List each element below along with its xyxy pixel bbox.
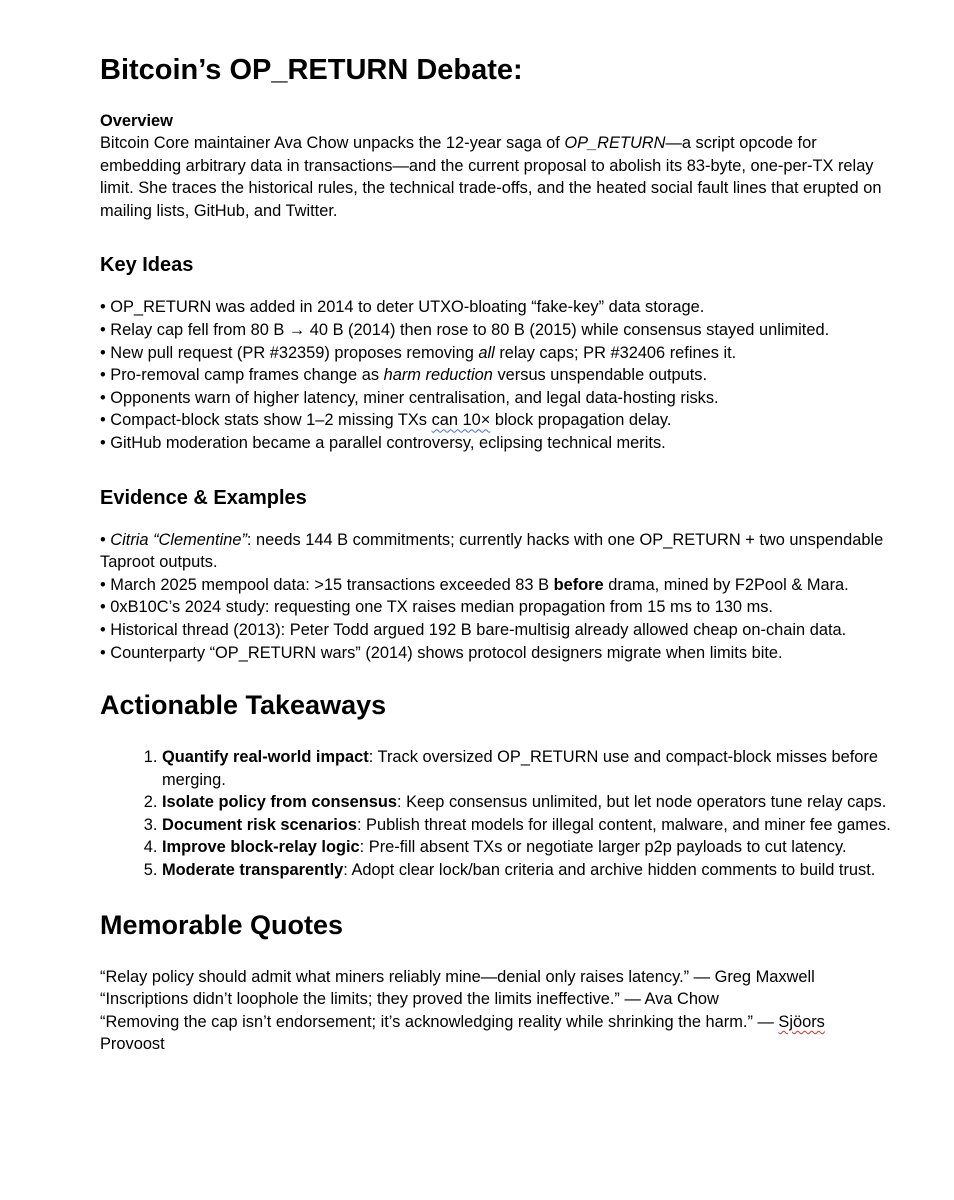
takeaway-bold: Improve block-relay logic — [162, 838, 360, 857]
evidence-bold: before — [553, 575, 604, 594]
evidence-text: : needs 144 B commitments; currently hacks with one OP_RETURN + two unspendable Taproot outputs. — [100, 530, 884, 572]
quote-item: “Inscriptions didn’t loophole the limits; they proved the limits ineffective.” — Ava Chow — [100, 990, 719, 1009]
overview-text-2: —a script opcode for embedding arbitrary data in transactions—and the current proposal to abolish its 83-byte, one-per-TX relay limit. She traces the historical rules, the technical trade-offs, and the heated social fault lines that erupted on mailing lists, GitHub, and Twitter. — [100, 134, 882, 220]
key-idea-emphasis: all — [478, 343, 495, 362]
overview-paragraph — [100, 132, 894, 222]
takeaway-item — [162, 814, 894, 837]
takeaway-bold: Isolate policy from consensus — [162, 793, 397, 812]
key-idea-text: • Compact-block stats show 1–2 missing TXs — [100, 411, 432, 430]
takeaway-item — [162, 859, 894, 882]
takeaway-text: : Track oversized OP_RETURN use and compact-block misses before merging. — [162, 748, 878, 789]
quote-text: “Removing the cap isn’t endorsement; it’s acknowledging reality while shrinking the harm.” — — [100, 1012, 779, 1031]
grammar-suggestion-underline[interactable]: can 10× — [431, 411, 491, 430]
quotes-section — [100, 908, 894, 1056]
evidence-item — [100, 574, 894, 597]
key-idea-item: • GitHub moderation became a parallel controversy, eclipsing technical merits. — [100, 433, 666, 452]
takeaway-text: : Pre-fill absent TXs or negotiate larger p2p payloads to cut latency. — [359, 838, 847, 857]
takeaway-bold: Moderate transparently — [162, 861, 344, 880]
key-ideas-heading: Key Ideas — [100, 254, 194, 277]
key-idea-text: relay caps; PR #32406 refines it. — [494, 343, 737, 362]
takeaway-item — [162, 836, 894, 859]
takeaway-item — [162, 791, 894, 814]
takeaways-list — [100, 746, 894, 882]
takeaways-section — [100, 688, 894, 882]
spelling-error-underline[interactable]: Sjöors — [778, 1012, 825, 1031]
evidence-item: • 0xB10C’s 2024 study: requesting one TX raises median propagation from 15 ms to 130 ms. — [100, 598, 773, 617]
evidence-text: • March 2025 mempool data: >15 transactions exceeded 83 B — [100, 575, 554, 594]
takeaway-text: : Keep consensus unlimited, but let node operators tune relay caps. — [397, 793, 887, 812]
quote-text: Provoost — [100, 1035, 165, 1054]
quotes-heading: Memorable Quotes — [100, 909, 344, 940]
quote-item — [100, 1011, 894, 1056]
takeaway-bold: Document risk scenarios — [162, 815, 357, 834]
evidence-item: • Counterparty “OP_RETURN wars” (2014) shows protocol designers migrate when limits bite. — [100, 643, 783, 662]
key-idea-item — [100, 409, 894, 432]
overview-section — [100, 110, 894, 222]
key-idea-item — [100, 342, 894, 365]
evidence-emphasis: Citria “Clementine” — [110, 530, 247, 549]
evidence-item — [100, 529, 894, 574]
quote-item: “Relay policy should admit what miners reliably mine—denial only raises latency.” — Greg Maxwell — [100, 967, 815, 986]
evidence-text: • — [100, 530, 111, 549]
key-idea-emphasis: harm reduction — [383, 366, 493, 385]
key-idea-text: • Pro-removal camp frames change as — [100, 366, 384, 385]
evidence-heading: Evidence & Examples — [100, 486, 307, 509]
takeaway-text: : Publish threat models for illegal content, malware, and miner fee games. — [356, 815, 891, 834]
takeaways-heading: Actionable Takeaways — [100, 690, 387, 721]
evidence-item: • Historical thread (2013): Peter Todd argued 192 B bare-multisig already allowed cheap on-chain data. — [100, 620, 847, 639]
key-idea-text: versus unspendable outputs. — [492, 366, 708, 385]
key-idea-item: • Opponents warn of higher latency, miner centralisation, and legal data-hosting risks. — [100, 388, 719, 407]
overview-heading: Overview — [100, 112, 173, 130]
key-idea-text: block propagation delay. — [490, 411, 672, 430]
takeaway-text: : Adopt clear lock/ban criteria and archive hidden comments to build trust. — [343, 861, 876, 880]
takeaway-bold: Quantify real-world impact — [162, 748, 369, 767]
overview-emphasis: OP_RETURN — [564, 134, 666, 152]
key-ideas-section — [100, 252, 894, 454]
evidence-text: drama, mined by F2Pool & Mara. — [603, 575, 849, 594]
takeaway-item — [162, 746, 894, 791]
document-title: Bitcoin’s OP_RETURN Debate: — [100, 54, 523, 86]
key-idea-item — [100, 364, 894, 387]
overview-text-1: Bitcoin Core maintainer Ava Chow unpacks the 12-year saga of — [100, 134, 565, 152]
evidence-section — [100, 485, 894, 665]
key-idea-text: • New pull request (PR #32359) proposes removing — [100, 343, 479, 362]
key-idea-item: • Relay cap fell from 80 B → 40 B (2014) then rose to 80 B (2015) while consensus stayed unlimited. — [100, 320, 830, 339]
key-idea-item: • OP_RETURN was added in 2014 to deter UTXO-bloating “fake-key” data storage. — [100, 298, 705, 317]
